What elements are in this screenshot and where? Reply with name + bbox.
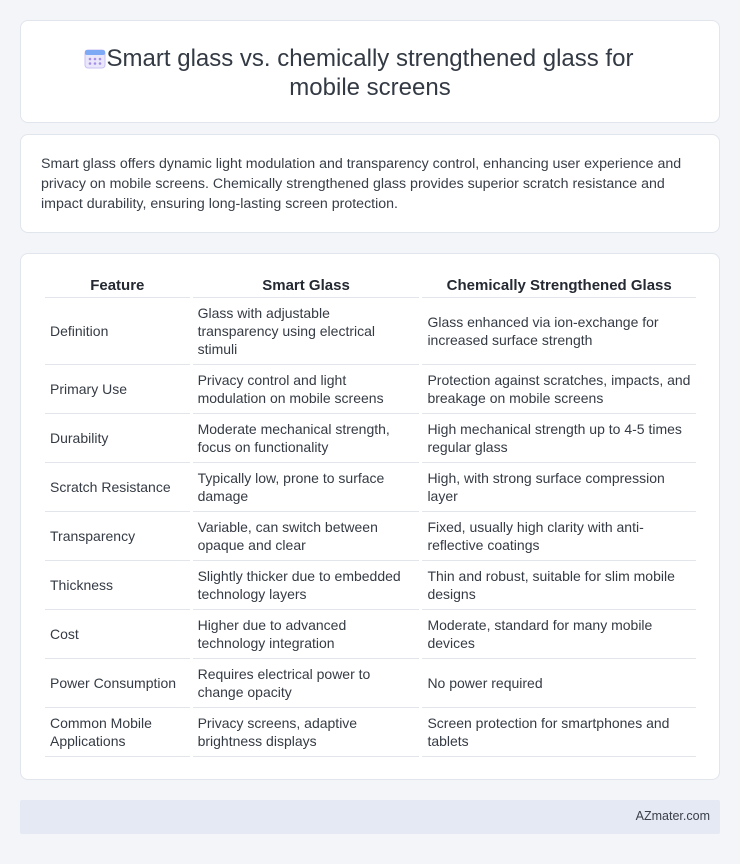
title-card: [20, 20, 720, 123]
chemically-strengthened-glass-cell: Fixed, usually high clarity with anti-reflective coatings: [422, 512, 696, 561]
smart-glass-cell: Higher due to advanced technology integration: [193, 610, 420, 659]
feature-cell: Cost: [45, 610, 190, 659]
column-header-smart-glass: Smart Glass: [193, 275, 420, 298]
chemically-strengthened-glass-cell: Thin and robust, suitable for slim mobile designs: [422, 561, 696, 610]
table-row: [45, 659, 696, 708]
smart-glass-cell: Privacy control and light modulation on mobile screens: [193, 365, 420, 414]
chemically-strengthened-glass-cell: Glass enhanced via ion-exchange for increased surface strength: [422, 298, 696, 365]
feature-cell: Thickness: [45, 561, 190, 610]
summary-card: [20, 134, 720, 233]
chemically-strengthened-glass-cell: Screen protection for smartphones and tablets: [422, 708, 696, 757]
comparison-card: [20, 253, 720, 780]
chemically-strengthened-glass-cell: No power required: [422, 659, 696, 708]
page-title-line-2: mobile screens: [289, 74, 451, 101]
feature-cell: Power Consumption: [45, 659, 190, 708]
chemically-strengthened-glass-cell: High mechanical strength up to 4-5 times regular glass: [422, 414, 696, 463]
footer-bar: [20, 800, 720, 834]
column-header-chemically-strengthened-glass: Chemically Strengthened Glass: [422, 275, 696, 298]
smart-glass-cell: Slightly thicker due to embedded technology layers: [193, 561, 420, 610]
feature-cell: Primary Use: [45, 365, 190, 414]
page-title-line-1: Smart glass vs. chemically strengthened glass for: [106, 45, 634, 72]
smart-glass-cell: Variable, can switch between opaque and clear: [193, 512, 420, 561]
feature-cell: Definition: [45, 298, 190, 365]
smart-glass-cell: Glass with adjustable transparency using electrical stimuli: [193, 298, 420, 365]
footer-brand: AZmater.com: [635, 809, 710, 823]
table-row: [45, 365, 696, 414]
feature-cell: Common Mobile Applications: [45, 708, 190, 757]
table-row: [45, 298, 696, 365]
column-header-feature: Feature: [45, 275, 190, 298]
table-row: [45, 414, 696, 463]
table-row: [45, 708, 696, 757]
chemically-strengthened-glass-cell: High, with strong surface compression layer: [422, 463, 696, 512]
feature-cell: Scratch Resistance: [45, 463, 190, 512]
page-title: [21, 44, 719, 102]
chemically-strengthened-glass-cell: Moderate, standard for many mobile devices: [422, 610, 696, 659]
smart-glass-cell: Privacy screens, adaptive brightness displays: [193, 708, 420, 757]
chemically-strengthened-glass-cell: Protection against scratches, impacts, and breakage on mobile screens: [422, 365, 696, 414]
table-row: [45, 512, 696, 561]
feature-cell: Durability: [45, 414, 190, 463]
smart-glass-cell: Typically low, prone to surface damage: [193, 463, 420, 512]
smart-glass-cell: Requires electrical power to change opacity: [193, 659, 420, 708]
table-row: [45, 610, 696, 659]
smart-glass-cell: Moderate mechanical strength, focus on functionality: [193, 414, 420, 463]
feature-cell: Transparency: [45, 512, 190, 561]
table-row: [45, 561, 696, 610]
table-header-row: [45, 275, 696, 298]
comparison-table: [42, 275, 699, 757]
summary-text: Smart glass offers dynamic light modulation and transparency control, enhancing user experience and privacy on mobile screens. Chemically strengthened glass provides superior scratch resistance and impact durability, ensuring long-lasting screen protection.: [41, 156, 682, 212]
table-row: [45, 463, 696, 512]
